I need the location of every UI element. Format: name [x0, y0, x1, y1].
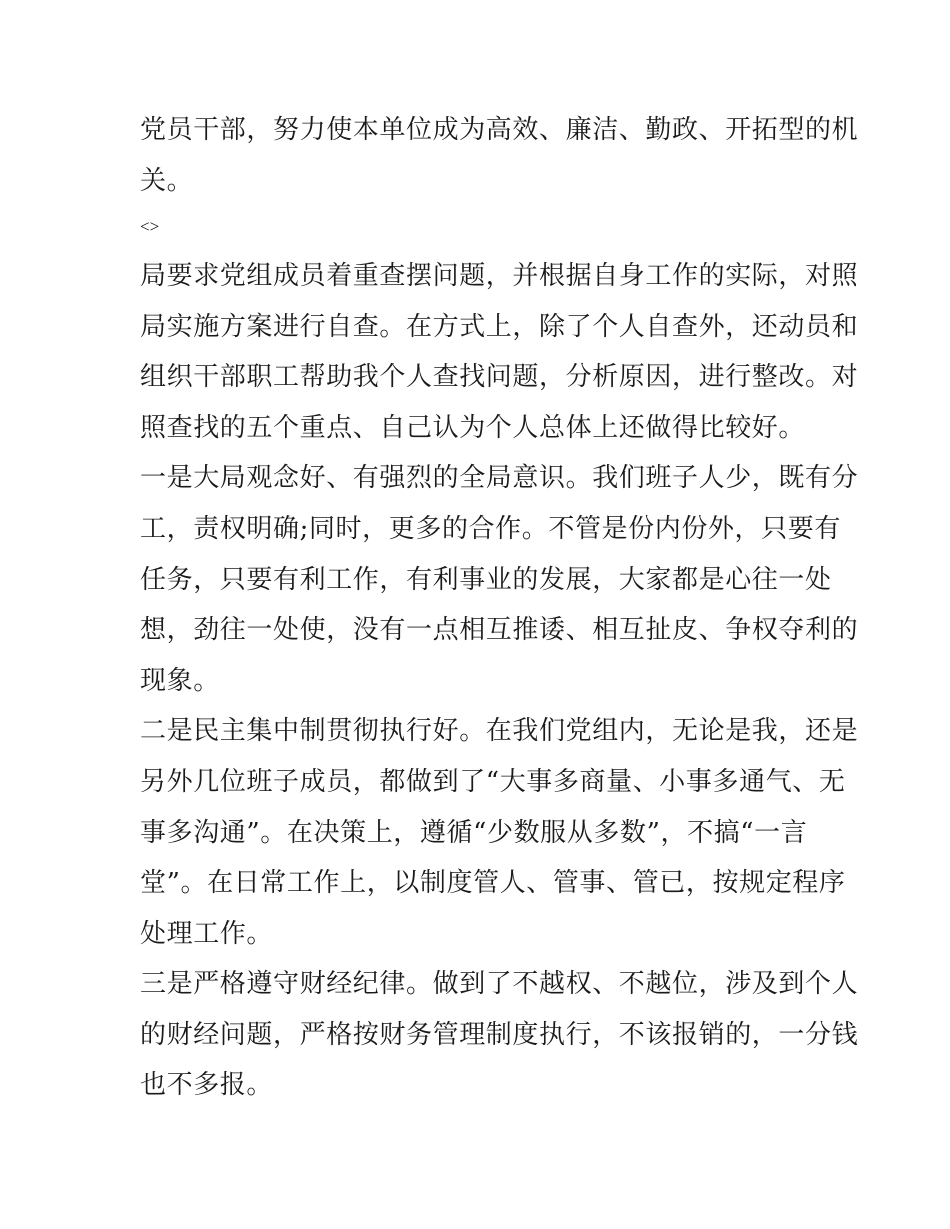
- text-line: 工，责权明确;同时，更多的合作。不管是份内份外，只要有: [140, 514, 841, 544]
- text-line: 堂”。在日常工作上，以制度管人、管事、管已，按规定程序: [140, 868, 846, 898]
- text-line: 处理工作。: [140, 919, 274, 949]
- text-marker: <>: [140, 217, 160, 236]
- text-line: 党员干部，努力使本单位成为高效、廉洁、勤政、开拓型的机: [140, 115, 859, 145]
- text-line: 也不多报。: [140, 1070, 274, 1100]
- text-line: 事多沟通”。在决策上，遵循“少数服从多数”，不搞“一言: [140, 818, 808, 848]
- text-line: 任务，只要有利工作，有利事业的发展，大家都是心往一处: [140, 565, 832, 595]
- text-line: 的财经问题，严格按财务管理制度执行，不该报销的，一分钱: [140, 1020, 859, 1050]
- text-line: 照查找的五个重点、自己认为个人总体上还做得比较好。: [140, 413, 806, 443]
- text-line: 另外几位班子成员，都做到了“大事多商量、小事多通气、无: [140, 767, 846, 797]
- text-line: 关。: [140, 166, 194, 196]
- text-line: 二是民主集中制贯彻执行好。在我们党组内，无论是我，还是: [140, 716, 859, 746]
- text-line: 想，劲往一处使，没有一点相互推诿、相互扯皮、争权夺利的: [140, 615, 859, 645]
- text-line: 局要求党组成员着重查摆问题，并根据自身工作的实际，对照: [140, 261, 859, 291]
- text-line: 一是大局观念好、有强烈的全局意识。我们班子人少，既有分: [140, 463, 859, 493]
- text-line: 局实施方案进行自查。在方式上，除了个人自查外，还动员和: [140, 312, 859, 342]
- text-line: 组织干部职工帮助我个人查找问题，分析原因，进行整改。对: [140, 362, 859, 392]
- text-line: 三是严格遵守财经纪律。做到了不越权、不越位，涉及到个人: [140, 969, 859, 999]
- text-line: 现象。: [140, 666, 220, 696]
